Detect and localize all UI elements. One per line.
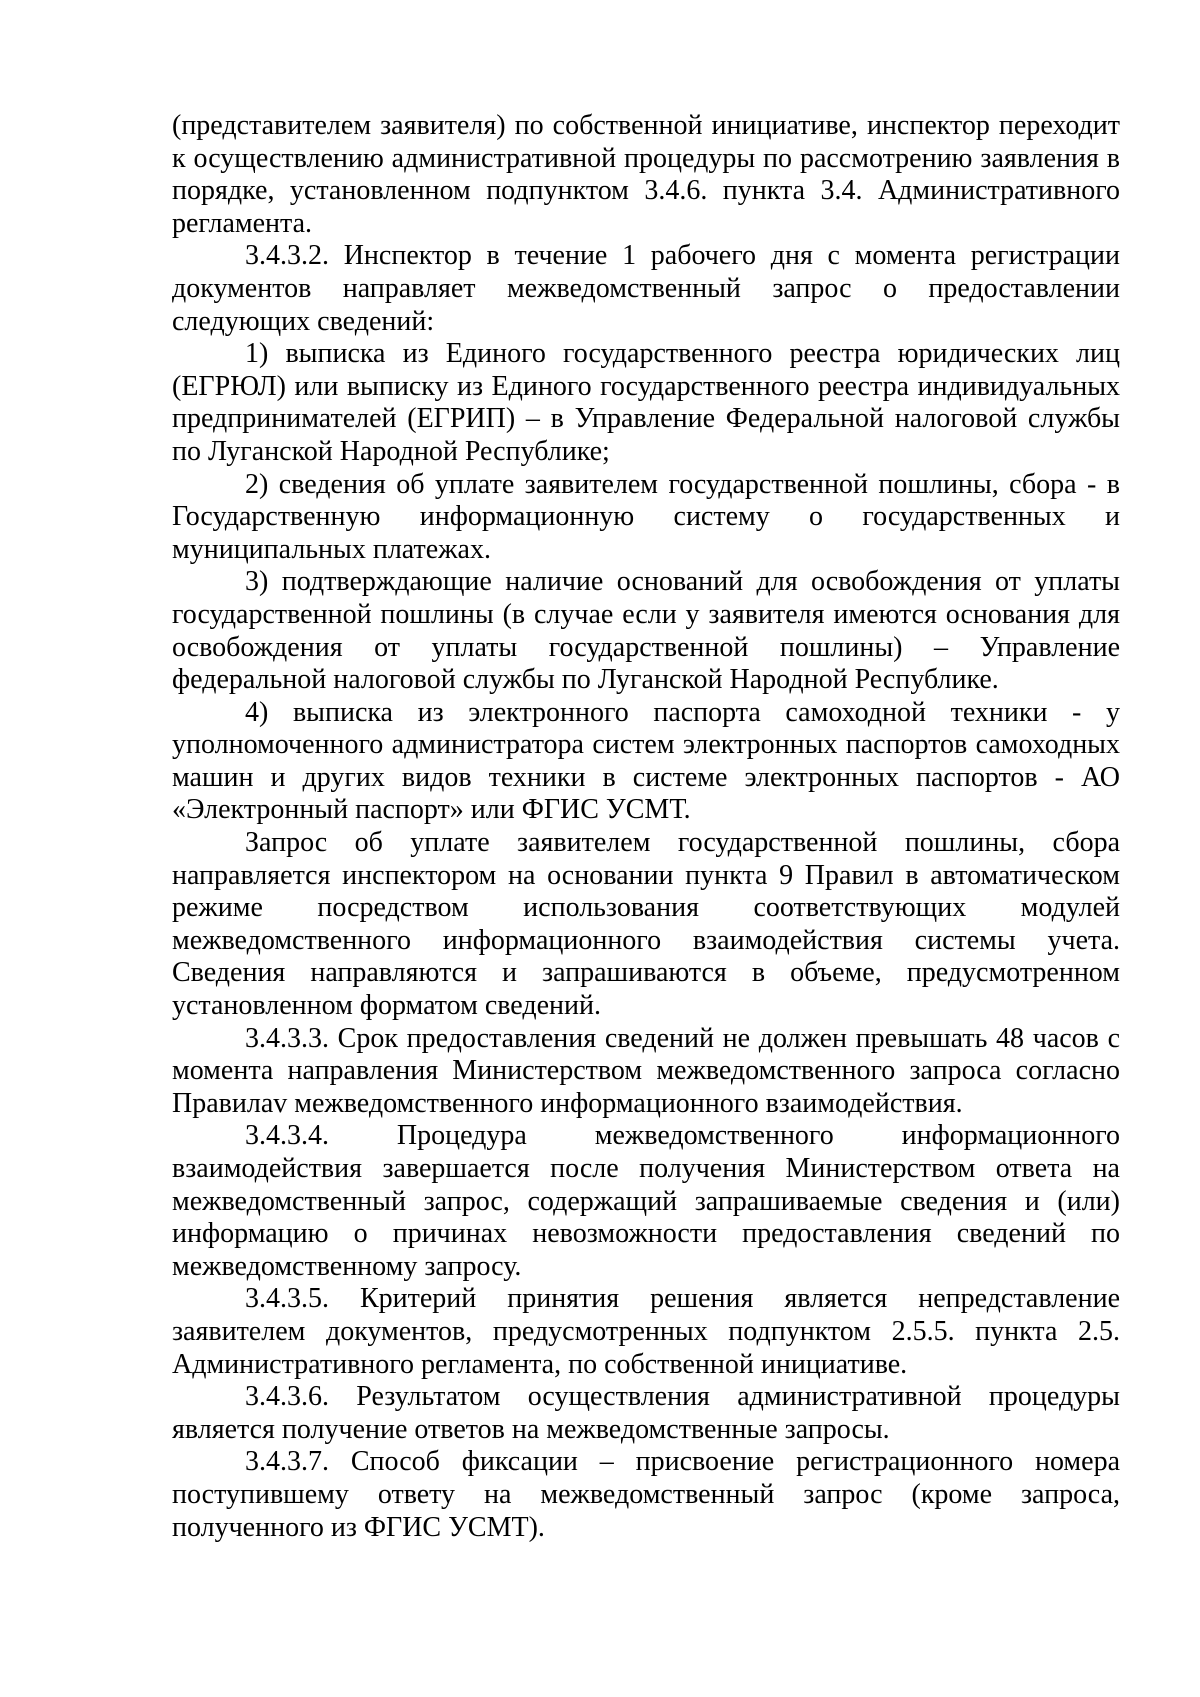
paragraph-3-4-3-5: 3.4.3.5. Критерий принятия решения является непредставление заявителем документов, предусмотренных подпунктом 2.5.5. пункта 2.5. Административного регламента, по собственной инициативе. [172,1283,1120,1380]
document-page [172,110,1120,1544]
paragraph-3-4-3-3: 3.4.3.3. Срок предоставления сведений не должен превышать 48 часов с момента направления Министерством межведомственного запроса согласно Правилаv межведомственного информационного взаимодействия. [172,1022,1120,1119]
paragraph-continuation: (представителем заявителя) по собственной инициативе, инспектор переходит к осуществлению административной процедуры по рассмотрению заявления в порядке, установленном подпунктом 3.4.6. пункта 3.4. Административного регламента. [172,110,1120,239]
paragraph-3-4-3-2: 3.4.3.2. Инспектор в течение 1 рабочего дня с момента регистрации документов направляет межведомственный запрос о предоставлении следующих сведений: [172,240,1120,337]
paragraph-3-4-3-4: 3.4.3.4. Процедура межведомственного информационного взаимодействия завершается после получения Министерством ответа на межведомственный запрос, содержащий запрашиваемые сведения и (или) информацию о причинах невозможности предоставления сведений по межведомственному запросу. [172,1120,1120,1282]
list-item-1: 1) выписка из Единого государственного реестра юридических лиц (ЕГРЮЛ) или выписку из Единого государственного реестра индивидуальных предпринимателей (ЕГРИП) – в Управление Федеральной налоговой службы по Луганской Народной Республике; [172,338,1120,467]
paragraph-request: Запрос об уплате заявителем государственной пошлины, сбора направляется инспектором на основании пункта 9 Правил в автоматическом режиме посредством использования соответствующих модулей межведомственного информационного взаимодействия системы учета. Сведения направляются и запрашиваются в объеме, предусмотренном установленном форматом сведений. [172,827,1120,1022]
paragraph-3-4-3-6: 3.4.3.6. Результатом осуществления административной процедуры является получение ответов на межведомственные запросы. [172,1381,1120,1445]
list-item-3: 3) подтверждающие наличие оснований для освобождения от уплаты государственной пошлины (в случае если у заявителя имеются основания для освобождения от уплаты государственной пошлины) – Управление федеральной налоговой службы по Луганской Народной Республике. [172,566,1120,696]
list-item-4: 4) выписка из электронного паспорта самоходной техники - у уполномоченного администратора систем электронных паспортов самоходных машин и других видов техники в системе электронных паспортов - АО «Электронный паспорт» или ФГИС УСМТ. [172,696,1120,826]
list-item-2: 2) сведения об уплате заявителем государственной пошлины, сбора - в Государственную информационную систему о государственных и муниципальных платежах. [172,468,1120,565]
paragraph-3-4-3-7: 3.4.3.7. Способ фиксации – присвоение регистрационного номера поступившему ответу на межведомственный запрос (кроме запроса, полученного из ФГИС УСМТ). [172,1446,1120,1543]
